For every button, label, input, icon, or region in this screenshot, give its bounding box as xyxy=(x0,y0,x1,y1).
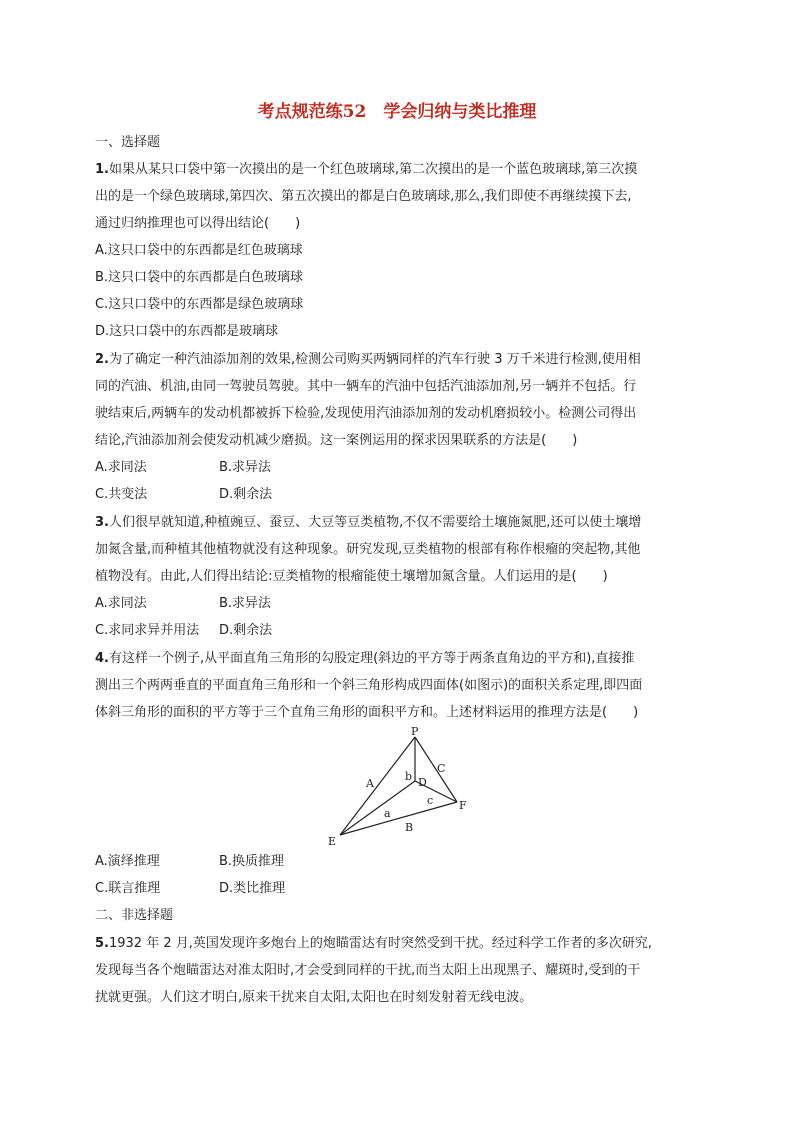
q2-line-1 xyxy=(95,350,695,370)
q3-option-c: C.求同求异并用法 xyxy=(95,623,200,638)
q1-line-3: 通过归纳推理也可以得出结论( ) xyxy=(95,216,301,231)
q2-option-a: A.求同法 xyxy=(95,460,147,475)
q4-line-3: 体斜三角形的面积的平方等于三个直角三角形的面积平方和。上述材料运用的推理方法是( ) xyxy=(95,705,639,720)
q5-line-1 xyxy=(95,934,695,954)
q4-option-d: D.类比推理 xyxy=(219,881,286,896)
page-title: 考点规范练52 学会归纳与类比推理 xyxy=(257,102,537,122)
q1-line-2: 出的是一个绿色玻璃球,第四次、第五次摸出的都是白色玻璃球,那么,我们即使不再继续摸下去, xyxy=(95,189,632,204)
q2-line-3: 驶结束后,两辆车的发动机都被拆下检验,发现使用汽油添加剂的发动机磨损较小。检测公司得出 xyxy=(95,406,637,421)
q2-option-b: B.求异法 xyxy=(219,460,272,475)
edge-pe xyxy=(340,737,415,835)
q4-line-2: 测出三个两两垂直的平面直角三角形和一个斜三角形构成四面体(如图示)的面积关系定理,即四面 xyxy=(95,678,643,693)
q5-line-3: 扰就更强。人们这才明白,原来干扰来自太阳,太阳也在时刻发射着无线电波。 xyxy=(95,990,533,1005)
q2-number: 2. xyxy=(95,352,109,367)
q3-option-a: A.求同法 xyxy=(95,596,147,611)
q3-option-d: D.剩余法 xyxy=(219,623,273,638)
label-a-upper: A xyxy=(366,777,374,790)
label-b-lower: b xyxy=(405,770,413,783)
q2-option-c: C.共变法 xyxy=(95,487,148,502)
label-b-upper: B xyxy=(405,821,414,834)
label-a-lower: a xyxy=(384,807,391,820)
q1-line-1 xyxy=(95,160,695,180)
q2-option-d: D.剩余法 xyxy=(219,487,273,502)
tetrahedron-figure xyxy=(326,727,471,849)
q2-text-1: 为了确定一种汽油添加剂的效果,检测公司购买两辆同样的汽车行驶 3 万千米进行检测,使用相 xyxy=(108,352,641,367)
q1-option-b: B.这只口袋中的东西都是白色玻璃球 xyxy=(95,270,304,285)
q5-text-1: 1932 年 2 月,英国发现许多炮台上的炮瞄雷达有时突然受到干扰。经过科学工作者的多次研究, xyxy=(108,936,653,951)
q4-option-c: C.联言推理 xyxy=(95,881,161,896)
q4-text-1: 有这样一个例子,从平面直角三角形的勾股定理(斜边的平方等于两条直角边的平方和),直接推 xyxy=(108,651,635,666)
section-heading-choice: 一、选择题 xyxy=(95,135,161,150)
label-f: F xyxy=(459,799,467,812)
q1-option-c: C.这只口袋中的东西都是绿色玻璃球 xyxy=(95,297,304,312)
q1-text-1: 如果从某只口袋中第一次摸出的是一个红色玻璃球,第二次摸出的是一个蓝色玻璃球,第三次摸 xyxy=(108,162,638,177)
q2-line-2: 同的汽油、机油,由同一驾驶员驾驶。其中一辆车的汽油中包括汽油添加剂,另一辆并不包括。行 xyxy=(95,379,637,394)
section-heading-nonchoice: 二、非选择题 xyxy=(95,908,174,923)
q3-line-2: 加氮含量,而种植其他植物就没有这种现象。研究发现,豆类植物的根部有称作根瘤的突起物,其他 xyxy=(95,542,641,557)
q4-option-a: A.演绎推理 xyxy=(95,854,160,869)
q3-number: 3. xyxy=(95,515,109,530)
q3-line-1 xyxy=(95,513,695,533)
q3-line-3: 植物没有。由此,人们得出结论:豆类植物的根瘤能使土壤增加氮含量。人们运用的是( ) xyxy=(95,569,608,584)
q4-option-b: B.换质推理 xyxy=(219,854,285,869)
edge-ef xyxy=(340,802,457,835)
q3-option-b: B.求异法 xyxy=(219,596,272,611)
label-p: P xyxy=(411,727,419,738)
label-d: D xyxy=(418,776,427,789)
label-e: E xyxy=(328,835,337,848)
q1-option-a: A.这只口袋中的东西都是红色玻璃球 xyxy=(95,243,303,258)
q4-line-1 xyxy=(95,649,695,669)
q4-number: 4. xyxy=(95,651,109,666)
q5-line-2: 发现每当各个炮瞄雷达对准太阳时,才会受到同样的干扰,而当太阳上出现黑子、耀斑时,受到的干 xyxy=(95,963,641,978)
q3-text-1: 人们很早就知道,种植豌豆、蚕豆、大豆等豆类植物,不仅不需要给土壤施氮肥,还可以使土壤增 xyxy=(108,515,642,530)
label-c-lower: c xyxy=(427,794,434,807)
q5-number: 5. xyxy=(95,936,109,951)
edge-ed xyxy=(340,781,415,835)
q1-option-d: D.这只口袋中的东西都是玻璃球 xyxy=(95,324,279,339)
edge-pf xyxy=(415,737,457,802)
q1-number: 1. xyxy=(95,162,109,177)
q2-line-4: 结论,汽油添加剂会使发动机减少磨损。这一案例运用的探求因果联系的方法是( ) xyxy=(95,433,578,448)
label-c-upper: C xyxy=(437,762,446,775)
